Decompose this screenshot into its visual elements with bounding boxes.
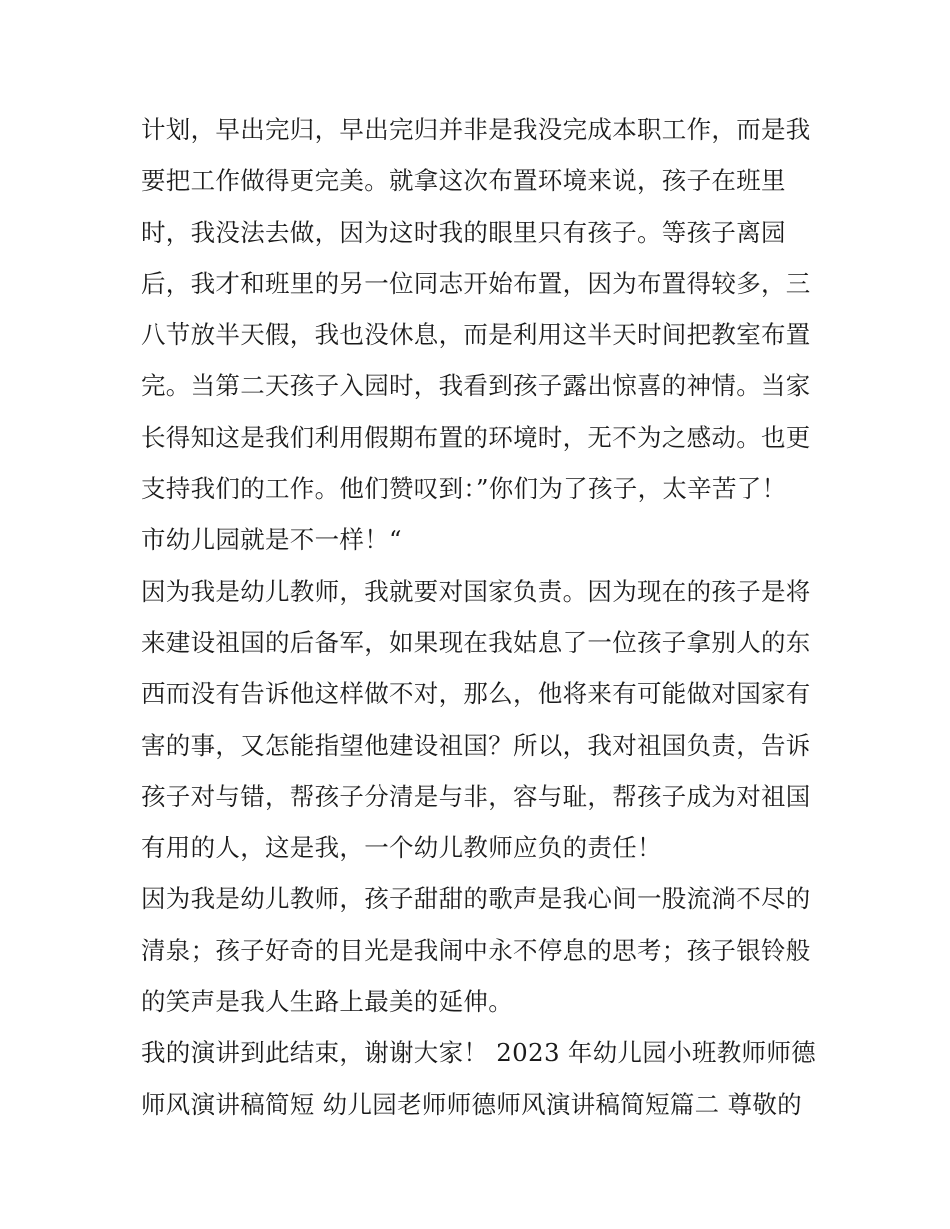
text-line: 我的演讲到此结束，谢谢大家！ 2023 年幼儿园小班教师师德 (141, 1038, 816, 1068)
text-line: 有用的人，这是我，一个幼儿教师应负的责任！ (141, 833, 662, 863)
text-line: 完。当第二天孩子入园时，我看到孩子露出惊喜的神情。当家 (141, 371, 811, 401)
text-line: 市幼儿园就是不一样！“ (141, 525, 402, 555)
text-line: 时，我没法去做，因为这时我的眼里只有孩子。等孩子离园 (141, 217, 786, 247)
text-line: 的笑声是我人生路上最美的延伸。 (141, 987, 513, 1017)
text-line: 师风演讲稿简短 幼儿园老师师德师风演讲稿简短篇二 尊敬的 (141, 1089, 802, 1119)
text-line: 因为我是幼儿教师，我就要对国家负责。因为现在的孩子是将 (141, 576, 811, 606)
text-line: 长得知这是我们利用假期布置的环境时，无不为之感动。也更 (141, 422, 811, 452)
text-line: 八节放半天假，我也没休息，而是利用这半天时间把教室布置 (141, 320, 811, 350)
text-line: 支持我们的工作。他们赞叹到：”你们为了孩子，太辛苦了！ (141, 474, 787, 504)
text-line: 孩子对与错，帮孩子分清是与非，容与耻，帮孩子成为对祖国 (141, 781, 811, 811)
text-line: 害的事，又怎能指望他建设祖国？所以，我对祖国负责，告诉 (141, 730, 811, 760)
text-line: 计划，早出完归，早出完归并非是我没完成本职工作，而是我 (141, 115, 811, 144)
text-line: 因为我是幼儿教师，孩子甜甜的歌声是我心间一股流淌不尽的 (141, 884, 811, 914)
text-line: 后，我才和班里的另一位同志开始布置，因为布置得较多，三 (141, 268, 811, 298)
body-text (141, 104, 821, 1130)
text-line: 要把工作做得更完美。就拿这次布置环境来说，孩子在班里 (141, 166, 786, 196)
text-line: 清泉；孩子好奇的目光是我闹中永不停息的思考；孩子银铃般 (141, 935, 811, 965)
text-line: 来建设祖国的后备军，如果现在我姑息了一位孩子拿别人的东 (141, 627, 811, 657)
text-line: 西而没有告诉他这样做不对，那么，他将来有可能做对国家有 (141, 679, 811, 709)
